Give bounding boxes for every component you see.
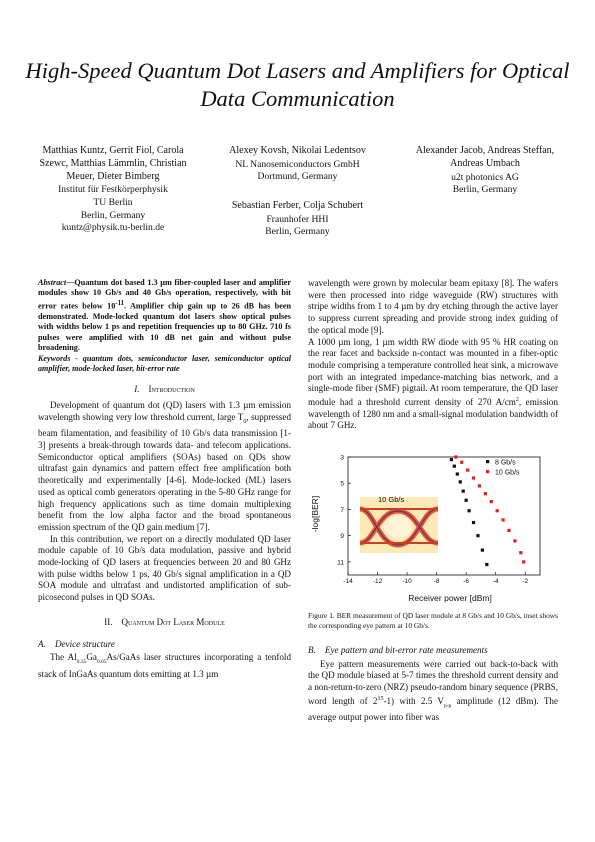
data-point-series-1 — [465, 499, 468, 502]
x-tick-label: -2 — [522, 578, 529, 585]
data-point-series-2 — [472, 476, 475, 479]
y-tick-label: 11 — [337, 559, 344, 567]
x-axis-label: Receiver power [dBm] — [408, 593, 492, 603]
affiliation-line: TU Berlin — [93, 196, 133, 208]
author-names: Matthias Kuntz, Gerrit Fiol, Carola Szewc, Matthias Lämmlin, Christian Meuer, Dieter Bimberg — [39, 145, 187, 182]
affiliation-line: NL Nanosemiconductors GmbH — [235, 158, 360, 170]
x-tick-label: -10 — [402, 578, 412, 585]
data-point-series-2 — [496, 509, 499, 512]
subsection-heading-eye-pattern: B. Eye pattern and bit-error rate measurements — [308, 645, 488, 655]
affiliation-line: Berlin, Germany — [452, 184, 518, 196]
data-point-series-2 — [460, 461, 463, 464]
x-tick-label: -4 — [492, 578, 499, 585]
author-block-2 — [205, 145, 390, 184]
data-point-series-1 — [456, 472, 459, 475]
eye-pattern-inset — [360, 495, 438, 553]
y-tick-label: 9 — [340, 533, 344, 541]
paragraph: wavelength were grown by molecular beam epitaxy [8]. The wafers were then processed into ridge waveguide (RW) structures with stripe widths from 1 to 4 µm by dry etching through the active layer to suppress current spreading and provide strong index guiding of the optical mode [9]. — [308, 278, 558, 335]
legend-marker — [486, 470, 489, 473]
author-block-4 — [405, 145, 565, 197]
paragraph: A 1000 µm long, 1 µm width RW diode with 95 % HR coating on the rear facet and backside n-contact was mounted in a fiber-optic module comprising a temperature controlled heat sink, a microwave port with an integrated impedance-matching bias network, and a single-mode fiber (SMF) pigtail. At room temperature, the QD laser module had a threshold current density of 270 $A/cm^2$, emission wavelength of 1280 nm and a small-signal modulation bandwidth of about 7 GHz. — [308, 336, 558, 431]
data-point-series-1 — [468, 509, 471, 512]
affiliation-line: Fraunhofer HHI — [266, 213, 329, 225]
data-point-series-2 — [454, 455, 457, 458]
data-point-series-2 — [484, 492, 487, 495]
data-point-series-2 — [478, 484, 481, 487]
author-email[interactable]: kuntz@physik.tu-berlin.de — [61, 222, 165, 234]
data-point-series-2 — [522, 560, 525, 563]
paragraph: Development of quantum dot (QD) lasers with 1.3 µm emission wavelength showing very low threshold current, large $T_0$, suppressed beam filamentation, and feasibility of 10 Gb/s data transmission [1-3] presents a break-through towards data- and telecom applications. Semiconductor optical amplifiers (SOAs) based on QDs show ultrafast gain dynamics and pattern effect free amplification both theoretically and experimentally [4-6]. Mode-locked (ML) lasers used as optical comb generators operating in the 5-80 GHz range for high frequency applications such as time domain multiplexing benefit from the low alpha factor and the broad spontaneous emission spectrum of the QD gain medium [7]. — [38, 400, 292, 532]
keywords-label: Keywords — [38, 353, 71, 363]
paper-title: High-Speed Quantum Dot Lasers and Amplifiers for Optical Data Communication — [25, 58, 570, 111]
data-point-series-2 — [490, 500, 493, 503]
y-tick-label: 5 — [340, 480, 344, 488]
right-column-top — [308, 278, 558, 432]
data-point-series-1 — [450, 458, 453, 461]
author-names: Alexey Kovsh, Nikolai Ledentsov — [229, 145, 366, 156]
author-names: Sebastian Ferber, Colja Schubert — [231, 200, 364, 211]
y-tick-label: 7 — [340, 506, 344, 514]
author-block-1 — [38, 145, 188, 235]
data-point-series-1 — [459, 480, 462, 483]
data-point-series-1 — [472, 521, 475, 524]
x-tick-label: -14 — [343, 578, 353, 585]
affiliation-line: Berlin, Germany — [80, 209, 146, 221]
data-point-series-1 — [481, 548, 484, 551]
data-point-series-1 — [476, 534, 479, 537]
right-column-bottom — [308, 645, 558, 724]
legend-marker — [486, 460, 489, 463]
legend-label: 10 Gb/s — [495, 469, 520, 477]
paragraph: The $Al_{0.35}Ga_{0.65}As$/GaAs laser structures incorporating a tenfold stack of InGaAs quantum dots emitting at 1.3 µm — [38, 652, 292, 679]
affiliation-line: Institut für Festkörperphysik — [58, 184, 168, 196]
data-point-series-2 — [513, 539, 516, 542]
left-column — [38, 278, 291, 680]
section-heading-qd-laser-module: II. Quantum Dot Laser Module — [104, 616, 225, 627]
paragraph: In this contribution, we report on a directly modulated QD laser module capable of 10 Gb/s data modulation, passive and hybrid mode-locking of QD lasers at frequencies between 20 and 80 GHz with pulse widths below 1 ps, 40 Gb/s signal amplification in a QD SOA module and ultrafast and undistorted amplification of sub-picosecond pulses in QD SOAs. — [38, 533, 291, 603]
subsection-heading-device-structure: A. Device structure — [38, 638, 115, 649]
legend-label: 8 Gb/s — [495, 459, 516, 467]
keywords: Keywords - quantum dots, semiconductor laser, semiconductor optical amplifier, mode-locked laser, bit-error rate — [38, 353, 291, 373]
affiliation-line: u2t photonics AG — [451, 171, 519, 183]
y-axis-label: -log[BER] — [310, 495, 320, 533]
x-tick-label: -8 — [433, 578, 440, 585]
abstract: Abstract—Quantum dot based 1.3 µm fiber-coupled laser and amplifier modules show 10 Gb/s and 40 Gb/s operation, respectively, with bit error rates below $10^{-11}$. Amplifier chip gain up to 26 dB has been demonstrated. Mode-locked quantum dot lasers show optical pulses with widths below 1 ps and repetition frequencies up to 80 GHz. 710 fs pulses were amplified with 10 dB net gain and without pulse broadening. — [38, 278, 292, 353]
author-block-3 — [205, 200, 390, 239]
figure-caption: Figure 1. BER measurement of QD laser module at 8 Gb/s and 10 Gb/s, inset shows the corresponding eye pattern at 10 Gb/s. — [308, 611, 558, 630]
data-point-series-2 — [519, 551, 522, 554]
data-point-series-2 — [507, 529, 510, 532]
data-point-series-1 — [462, 489, 465, 492]
affiliation-line: Berlin, Germany — [265, 226, 330, 238]
author-names: Alexander Jacob, Andreas Steffan, Andreas Umbach — [415, 145, 555, 169]
affiliation-line: Dortmund, Germany — [257, 171, 338, 183]
data-point-series-1 — [453, 465, 456, 468]
x-tick-label: -6 — [463, 578, 470, 585]
ber-chart — [308, 435, 558, 605]
section-heading-introduction: I. Introduction — [134, 384, 195, 395]
paragraph: Eye pattern measurements were carried out back-to-back with the QD module biased at 5-7 times the threshold current density and a non-return-to-zero (NRZ) pseudo-random binary sequence (PRBS, word length of $2^{15}-1$) with 2.5 $V_{p-p}$ amplitude (12 dBm). The average output power into fiber was — [308, 658, 558, 723]
data-point-series-1 — [485, 563, 488, 566]
inset-label: 10 Gb/s — [378, 495, 405, 504]
data-point-series-2 — [466, 469, 469, 472]
x-tick-label: -12 — [372, 578, 383, 585]
abstract-label: Abstract — [38, 278, 67, 287]
data-point-series-2 — [501, 518, 504, 521]
y-tick-label: 3 — [340, 454, 344, 462]
